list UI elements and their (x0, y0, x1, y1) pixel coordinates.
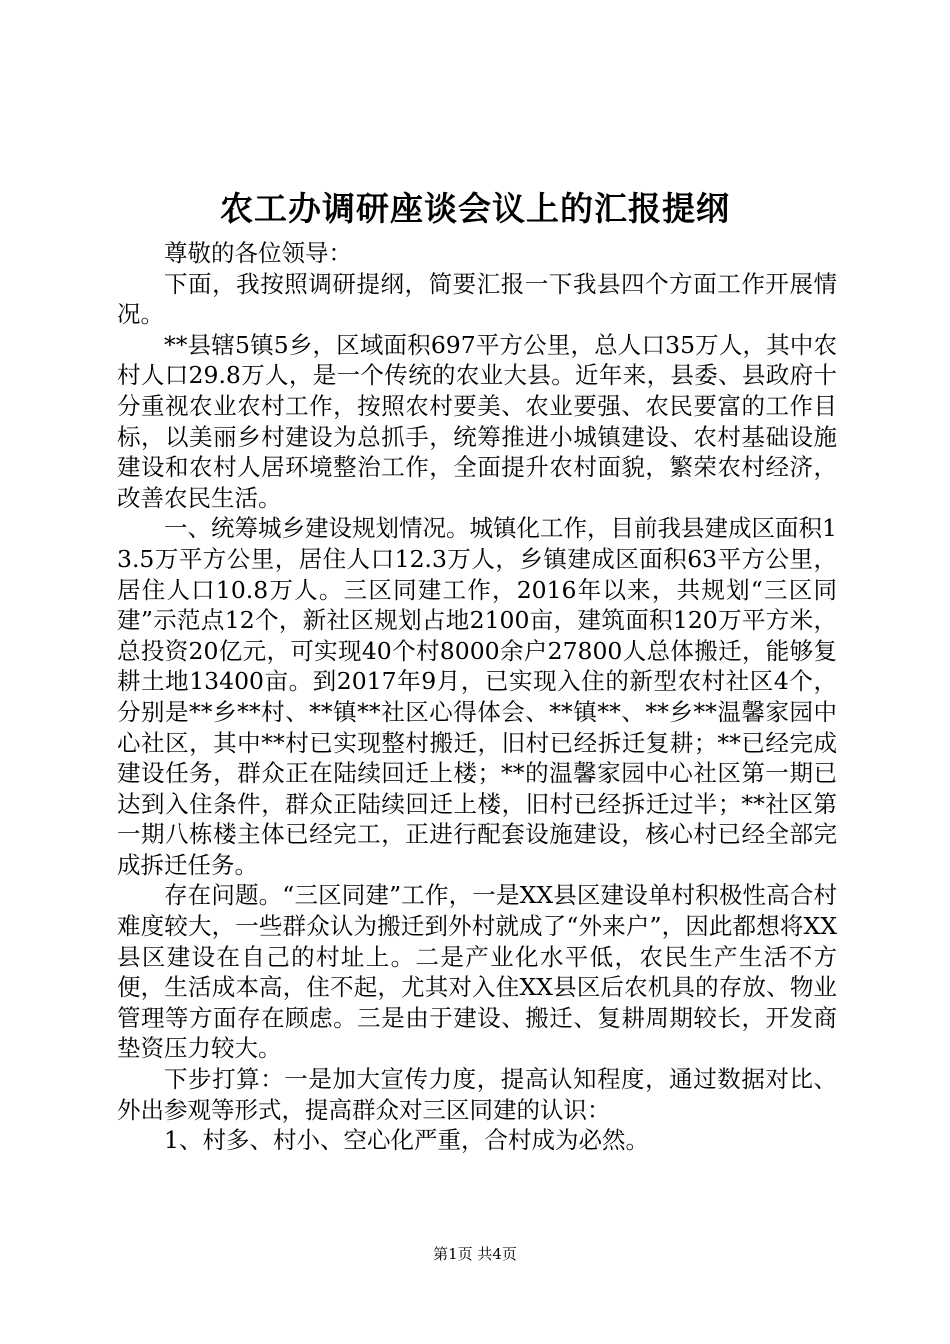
page-number-footer: 第1页 共4页 (433, 1245, 517, 1263)
paragraph-intro: 下面，我按照调研提纲，简要汇报一下我县四个方面工作开展情况。 (117, 269, 837, 329)
document-body (117, 238, 837, 1156)
salutation: 尊敬的各位领导： (164, 239, 352, 267)
paragraph-planning: 一、统筹城乡建设规划情况。城镇化工作，目前我县建成区面积13.5万平方公里，居住人口12.3万人，乡镇建成区面积63平方公里，居住人口10.8万人。三区同建工作，2016年以来，共规划“三区同建”示范点12个，新社区规划占地2100亩，建筑面积120万平方米，总投资20亿元，可实现40个村8000余户27800人总体搬迁，能够复耕土地13400亩。到2017年9月，已实现入住的新型农村社区4个，分别是**乡**村、**镇**社区心得体会、**镇**、**乡**温馨家园中心社区，其中**村已实现整村搬迁，旧村已经拆迁复耕；**已经完成建设任务，群众正在陆续回迁上楼；**的温馨家园中心社区第一期已达到入住条件，群众正陆续回迁上楼，旧村已经拆迁过半；**社区第一期八栋楼主体已经完工，正进行配套设施建设，核心村已经全部完成拆迁任务。 (117, 514, 837, 879)
paragraph-next-steps: 下步打算：一是加大宣传力度，提高认知程度，通过数据对比、外出参观等形式，提高群众对三区同建的认识： (117, 1065, 837, 1124)
paragraph-problems: 存在问题。“三区同建”工作，一是XX县区建设单村积极性高合村难度较大，一些群众认为搬迁到外村就成了“外来户”，因此都想将XX县区建设在自己的村址上。二是产业化水平低，农民生产生活不方便，生活成本高，住不起，尤其对入住XX县区后农机具的存放、物业管理等方面存在顾虑。三是由于建设、搬迁、复耕周期较长，开发商垫资压力较大。 (117, 881, 837, 1063)
document-title: 农工办调研座谈会议上的汇报提纲 (220, 189, 730, 228)
paragraph-overview: **县辖5镇5乡，区域面积697平方公里，总人口35万人，其中农村人口29.8万人，是一个传统的农业大县。近年来，县委、县政府十分重视农业农村工作，按照农村要美、农业要强、农民要富的工作目标，以美丽乡村建设为总抓手，统筹推进小城镇建设、农村基础设施建设和农村人居环境整治工作，全面提升农村面貌，繁荣农村经济，改善农民生活。 (117, 330, 837, 512)
paragraph-item-1: 1、村多、村小、空心化严重，合村成为必然。 (164, 1126, 649, 1155)
